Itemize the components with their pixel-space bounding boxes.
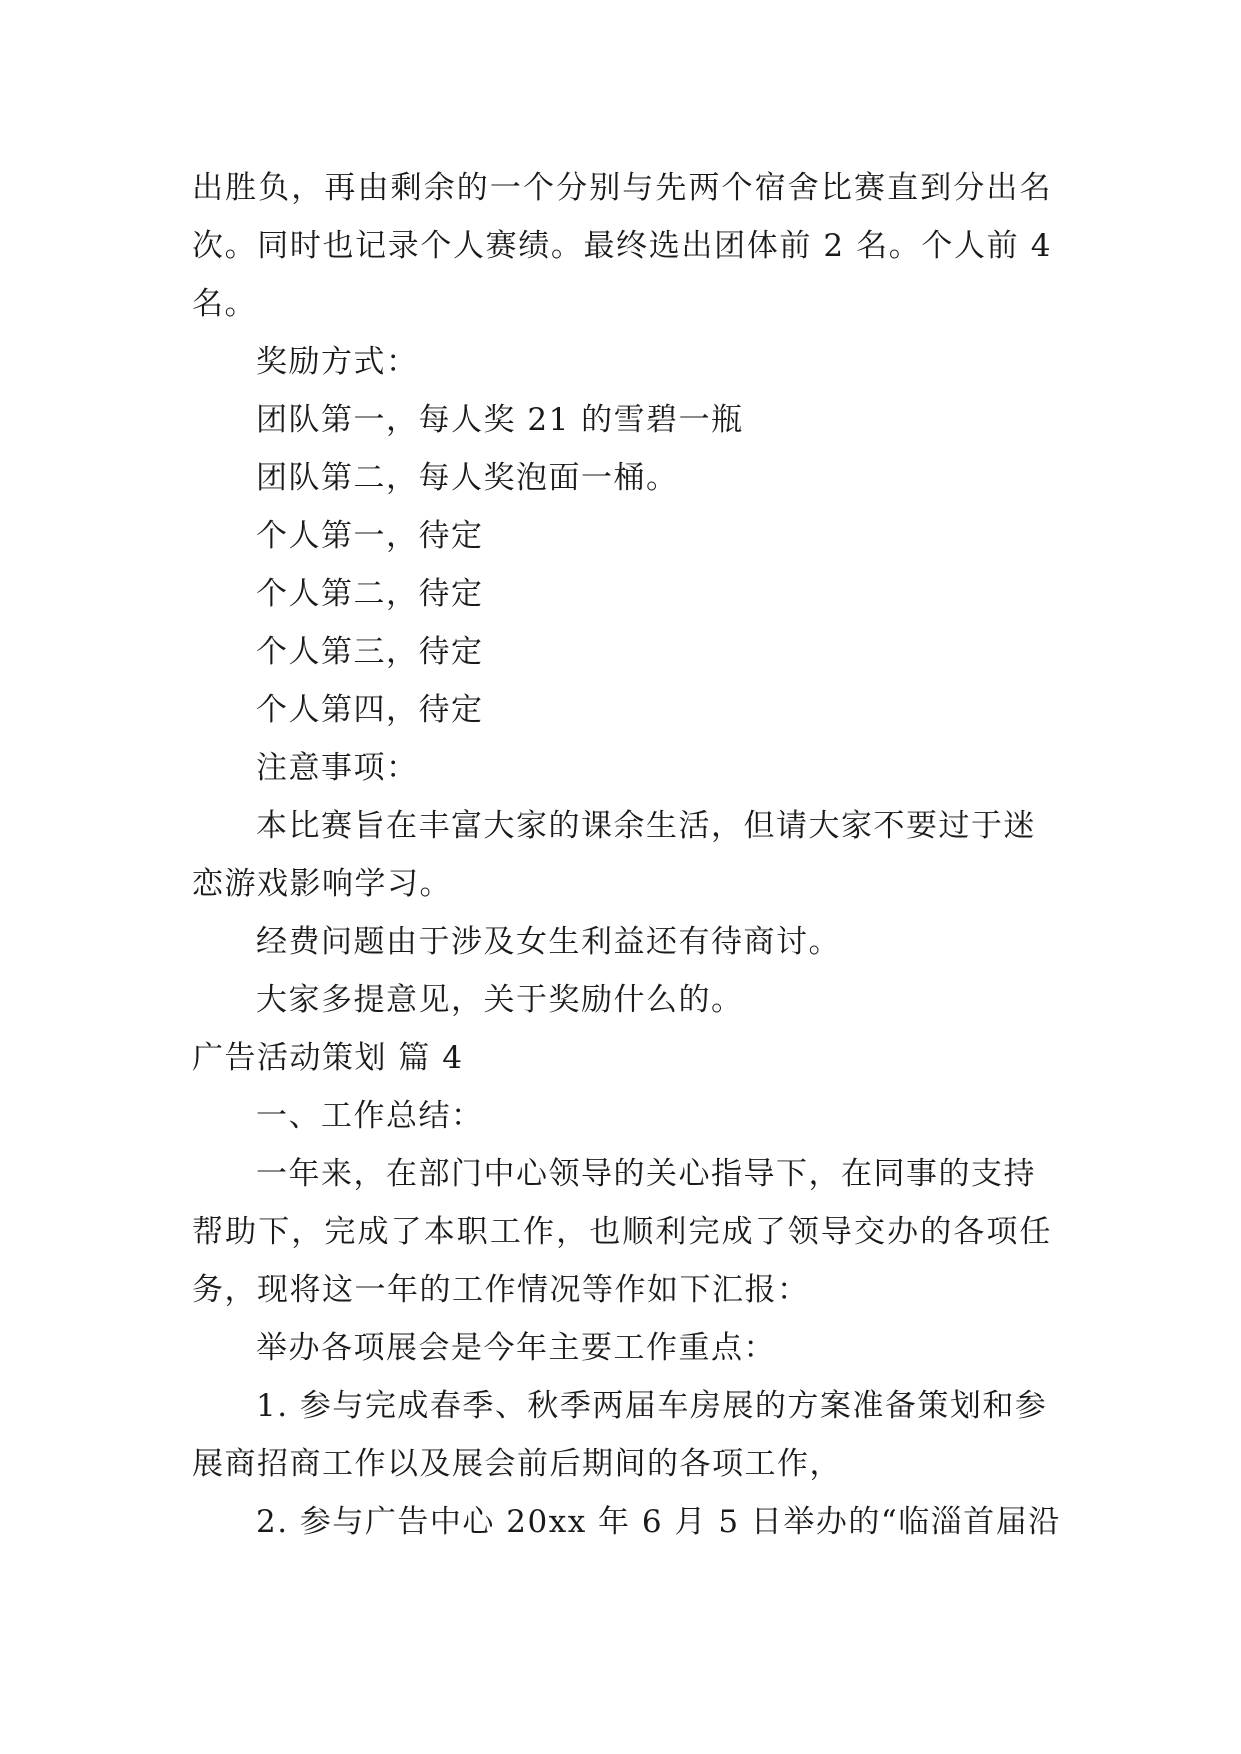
paragraph-line: 本比赛旨在丰富大家的课余生活，但请大家不要过于迷 <box>256 808 1036 844</box>
paragraph-line: 帮助下，完成了本职工作，也顺利完成了领导交办的各项任 <box>192 1214 1052 1250</box>
article-title: 广告活动策划 篇 4 <box>192 1040 464 1076</box>
list-item: 团队第一，每人奖 21 的雪碧一瓶 <box>256 402 744 438</box>
list-item: 个人第四，待定 <box>256 692 484 728</box>
list-item: 个人第三，待定 <box>256 634 484 670</box>
paragraph-line: 经费问题由于涉及女生利益还有待商讨。 <box>256 924 841 960</box>
paragraph-line: 务，现将这一年的工作情况等作如下汇报： <box>192 1272 810 1308</box>
list-item: 团队第二，每人奖泡面一桶。 <box>256 460 679 496</box>
list-item: 个人第二，待定 <box>256 576 484 612</box>
paragraph-line: 一年来，在部门中心领导的关心指导下，在同事的支持 <box>256 1156 1036 1192</box>
paragraph-line: 大家多提意见，关于奖励什么的。 <box>256 982 744 1018</box>
list-item: 个人第一，待定 <box>256 518 484 554</box>
paragraph-line: 举办各项展会是今年主要工作重点： <box>256 1330 776 1366</box>
paragraph-line: 2. 参与广告中心 20xx 年 6 月 5 日举办的“临淄首届沿 <box>256 1504 1061 1540</box>
section-heading: 一、工作总结： <box>256 1098 484 1134</box>
paragraph-line: 1. 参与完成春季、秋季两届车房展的方案准备策划和参 <box>256 1388 1048 1424</box>
paragraph-line: 展商招商工作以及展会前后期间的各项工作， <box>192 1446 842 1482</box>
section-heading: 奖励方式： <box>256 344 419 380</box>
paragraph-line: 恋游戏影响学习。 <box>192 866 452 902</box>
paragraph-line: 次。同时也记录个人赛绩。最终选出团体前 2 名。个人前 4 <box>192 228 1052 264</box>
paragraph-line: 出胜负，再由剩余的一个分别与先两个宿舍比赛直到分出名 <box>192 170 1052 206</box>
section-heading: 注意事项： <box>256 750 419 786</box>
paragraph-line: 名。 <box>192 286 257 322</box>
